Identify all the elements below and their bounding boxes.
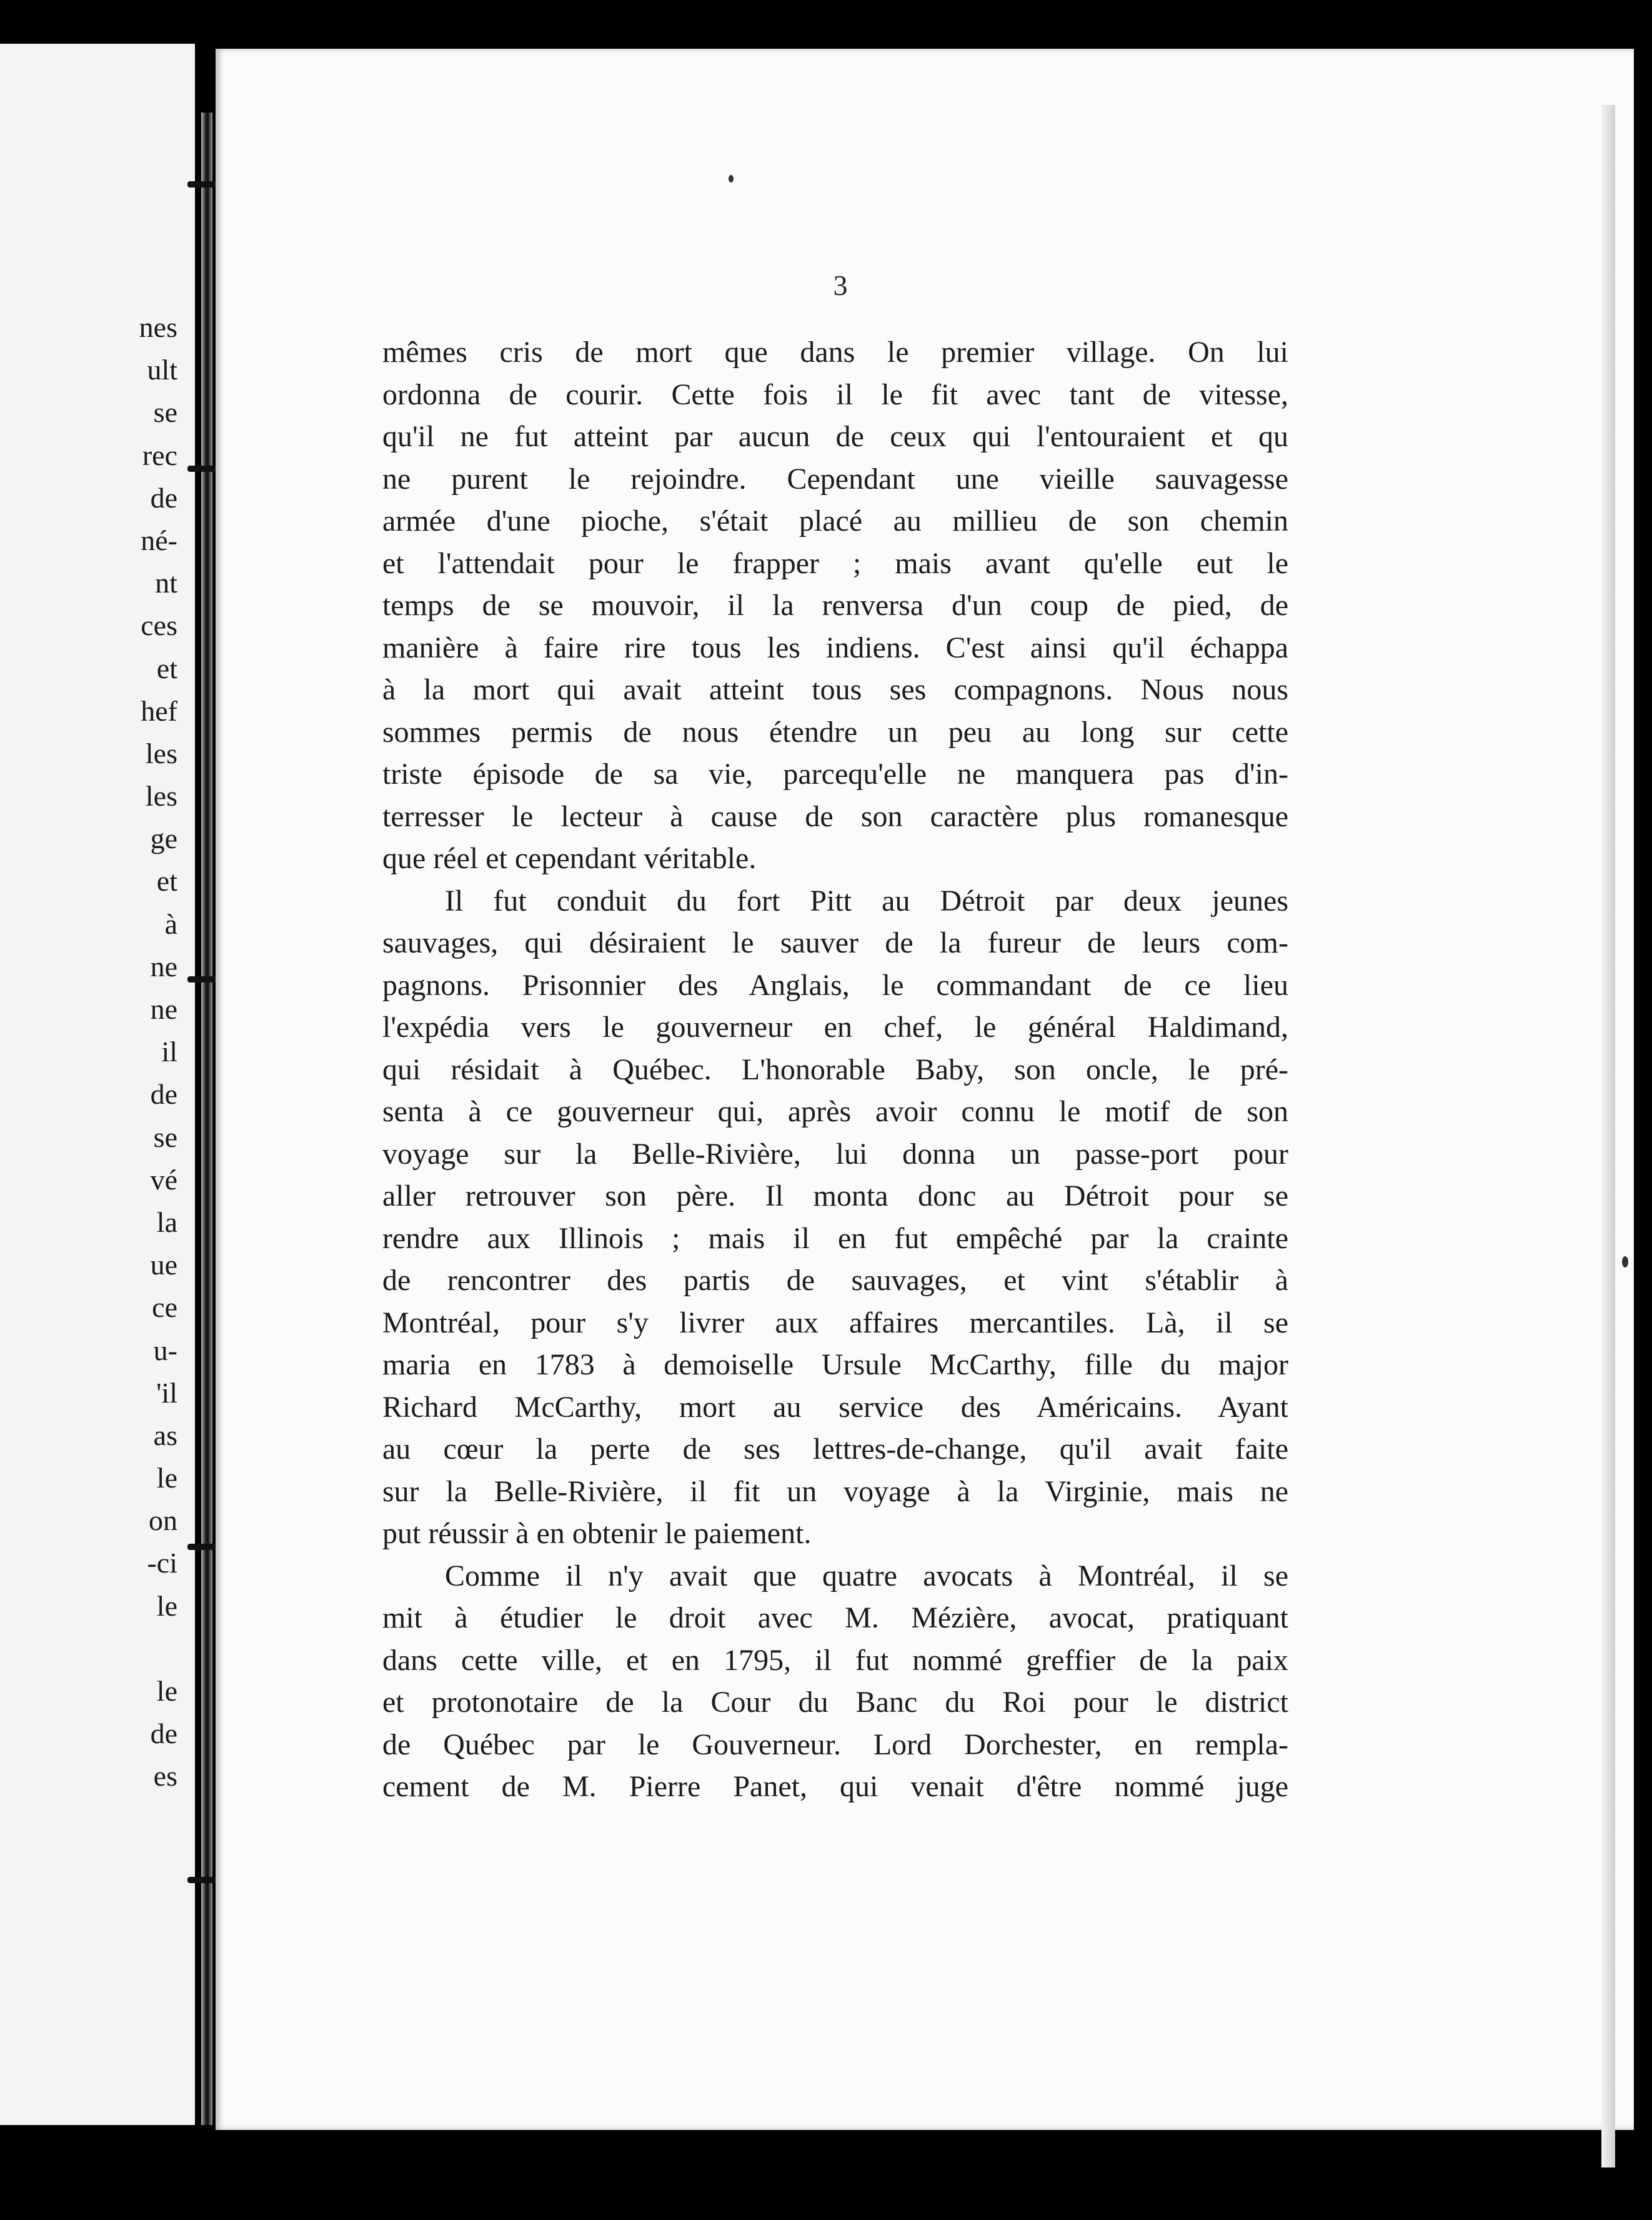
text-line: voyage sur la Belle-Rivière, lui donna un passe-port pour — [382, 1137, 1288, 1171]
text-line: Richard McCarthy, mort au service des Américains. Ayant — [382, 1390, 1288, 1424]
left-page-text-fragments — [139, 306, 177, 1798]
left-page-fragment: de — [150, 1718, 177, 1750]
text-line: maria en 1783 à demoiselle Ursule McCarthy, fille du major — [382, 1348, 1288, 1381]
text-line: de rencontrer des partis de sauvages, et vint s'établir à — [382, 1264, 1288, 1297]
print-speck — [729, 175, 734, 182]
left-page-fragment: ne — [150, 950, 177, 982]
text-line: sommes permis de nous étendre un peu au long sur cette — [382, 715, 1288, 749]
left-page-fragment: nt — [155, 567, 177, 599]
text-line: armée d'une pioche, s'était placé au millieu de son chemin — [382, 504, 1288, 538]
left-page-fragment: le — [156, 1589, 177, 1622]
print-speck — [1622, 1256, 1628, 1268]
left-page-fragment: il — [161, 1036, 177, 1068]
left-page-fragment: 'il — [156, 1376, 177, 1409]
text-line: Comme il n'y avait que quatre avocats à Montréal, il se — [445, 1559, 1288, 1592]
left-page-fragment: le — [156, 1462, 177, 1494]
text-line: mêmes cris de mort que dans le premier village. On lui — [382, 336, 1288, 369]
text-line: qu'il ne fut atteint par aucun de ceux qui l'entouraient et qu — [382, 420, 1288, 453]
text-line: et l'attendait pour le frapper ; mais avant qu'elle eut le — [382, 546, 1288, 580]
left-page-fragment: la — [156, 1206, 177, 1238]
text-line: que réel et cependant véritable. — [382, 842, 757, 875]
text-line: qui résidait à Québec. L'honorable Baby, son oncle, le pré- — [382, 1052, 1288, 1086]
left-page-fragment: de — [150, 481, 177, 514]
left-page-fragment: les — [145, 780, 177, 812]
text-line: triste épisode de sa vie, parcequ'elle ne manquera pas d'in- — [382, 758, 1288, 791]
body-text — [382, 331, 1288, 1808]
text-line: Montréal, pour s'y livrer aux affaires mercantiles. Là, il se — [382, 1306, 1288, 1339]
text-line: temps de se mouvoir, il la renversa d'un coup de pied, de — [382, 589, 1288, 622]
text-line: de Québec par le Gouverneur. Lord Dorchester, en rempla- — [382, 1728, 1288, 1761]
text-line: cement de M. Pierre Panet, qui venait d'être nommé juge — [382, 1770, 1288, 1803]
left-page-fragment — [139, 1628, 177, 1670]
text-line: dans cette ville, et en 1795, il fut nommé greffier de la paix — [382, 1643, 1288, 1677]
left-page-fragment: ue — [150, 1249, 177, 1281]
left-page-fragment: né- — [141, 524, 177, 556]
left-page-fragment: as — [153, 1419, 177, 1451]
paragraph — [382, 880, 1288, 1555]
left-page-fragment: es — [153, 1760, 177, 1792]
left-page-fragment: rec — [142, 439, 177, 471]
text-line: aller retrouver son père. Il monta donc au Détroit pour se — [382, 1179, 1288, 1212]
left-page-fragment: les — [145, 737, 177, 769]
left-facing-page — [0, 44, 195, 2125]
left-page-fragment: ne — [150, 993, 177, 1025]
left-page-fragment: le — [156, 1675, 177, 1707]
text-line: manière à faire rire tous les indiens. C'est ainsi qu'il échappa — [382, 631, 1288, 664]
left-page-fragment: ge — [150, 822, 177, 855]
left-page-fragment: hef — [141, 694, 177, 727]
left-page-fragment: se — [153, 1121, 177, 1153]
page-number: 3 — [833, 269, 848, 301]
text-line: au cœur la perte de ses lettres-de-change, qu'il avait faite — [382, 1432, 1288, 1466]
paragraph — [382, 331, 1288, 880]
text-line: terresser le lecteur à cause de son caractère plus romanesque — [382, 799, 1288, 833]
text-line: Il fut conduit du fort Pitt au Détroit par deux jeunes — [445, 884, 1288, 918]
left-page-fragment: on — [149, 1504, 177, 1537]
text-line: senta à ce gouverneur qui, après avoir connu le motif de son — [382, 1095, 1288, 1128]
text-line: ne purent le rejoindre. Cependant une vieille sauvagesse — [382, 462, 1288, 496]
left-page-fragment: -ci — [147, 1547, 177, 1579]
text-line: ordonna de courir. Cette fois il le fit avec tant de vitesse, — [382, 378, 1288, 411]
text-line: à la mort qui avait atteint tous ses compagnons. Nous nous — [382, 673, 1288, 706]
left-page-fragment: u- — [153, 1334, 177, 1366]
text-line: pagnons. Prisonnier des Anglais, le commandant de ce lieu — [382, 968, 1288, 1002]
left-page-fragment: nes — [139, 311, 177, 343]
book-binding — [201, 112, 212, 2125]
left-page-fragment: et — [156, 865, 177, 898]
paragraph — [382, 1555, 1288, 1808]
text-line: rendre aux Illinois ; mais il en fut empêché par la crainte — [382, 1221, 1288, 1255]
text-line: sur la Belle-Rivière, il fit un voyage à la Virginie, mais ne — [382, 1474, 1288, 1508]
text-line: et protonotaire de la Cour du Banc du Roi pour le district — [382, 1686, 1288, 1719]
left-page-fragment: vé — [150, 1163, 177, 1196]
text-line: put réussir à en obtenir le paiement. — [382, 1517, 812, 1550]
page-edge — [1601, 105, 1615, 2168]
left-page-fragment: et — [156, 652, 177, 684]
text-line: l'expédia vers le gouverneur en chef, le général Haldimand, — [382, 1011, 1288, 1044]
text-line: sauvages, qui désiraient le sauver de la fureur de leurs com- — [382, 926, 1288, 959]
text-line: mit à étudier le droit avec M. Mézière, avocat, pratiquant — [382, 1601, 1288, 1634]
left-page-fragment: se — [153, 396, 177, 429]
left-page-fragment: ces — [141, 609, 177, 642]
left-page-fragment: ce — [152, 1291, 177, 1324]
left-page-fragment: de — [150, 1078, 177, 1111]
left-page-fragment: ult — [147, 354, 177, 386]
left-page-fragment: à — [164, 908, 177, 940]
